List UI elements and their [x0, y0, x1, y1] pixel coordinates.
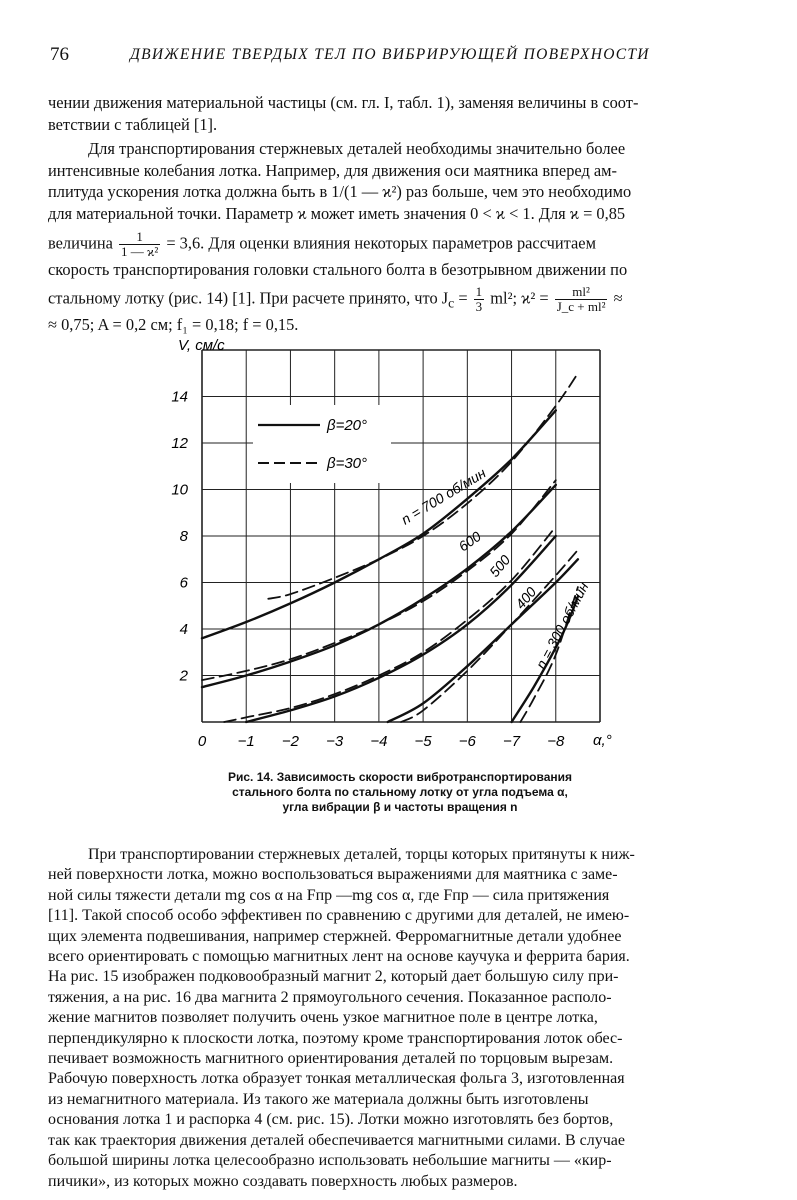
fraction — [555, 285, 608, 314]
page-number: 76 — [50, 44, 69, 65]
fraction-numerator: 1 — [475, 283, 483, 299]
text-line: ≈ 0,75; A = 0,2 см; f₁ = 0,18; f = 0,15. — [48, 314, 299, 334]
fraction — [474, 285, 485, 314]
text-line: ветствии с таблицей [1]. — [48, 114, 218, 134]
velocity-chart — [150, 330, 640, 760]
text-line — [48, 230, 752, 259]
text-fragment: ≈ — [613, 287, 623, 307]
fraction-numerator: 1 — [119, 230, 160, 245]
text-line: плитуда ускорения лотка должна быть в 1/(1 — ϰ²) раз больше, чем это необходимо — [48, 182, 632, 201]
text-line: тяжения, а на рис. 16 два магнита 2 прямоугольного сечения. Показанное располо- — [48, 988, 612, 1006]
x-tick-label: −7 — [503, 733, 521, 750]
caption-line: Рис. 14. Зависимость скорости вибротранспортирования — [227, 770, 572, 784]
legend-background — [253, 405, 391, 483]
fraction-denominator: 1 — ϰ² — [121, 244, 159, 259]
caption-line: угла вибрации β и частоты вращения n — [282, 800, 518, 814]
y-axis-label: V, см/с — [178, 337, 225, 354]
text-fragment: = — [454, 287, 472, 307]
text-line: печивает возможность магнитного ориентирования деталей по торцовым вырезам. — [48, 1050, 614, 1068]
fraction-denominator: J_c + ml² — [556, 298, 606, 314]
x-tick-label: 0 — [197, 733, 207, 750]
text-fragment: величина — [48, 233, 113, 253]
paragraph-rod-parts — [48, 138, 752, 335]
y-tick-label: 2 — [179, 667, 188, 685]
figure-caption — [150, 770, 650, 815]
y-tick-label: 6 — [179, 574, 188, 592]
x-tick-label: −2 — [281, 733, 299, 750]
curve-label-300: n = 300 об/мин — [532, 579, 592, 672]
text-line: интенсивные колебания лотка. Например, для движения оси маятника вперед ам- — [48, 160, 617, 180]
text-line: щих элемента подвешивания, например стержней. Ферромагнитные детали удобнее — [48, 927, 622, 945]
curve-label-500: 500 — [486, 551, 514, 580]
text-line: [11]. Такой способ особо эффективен по сравнению с другими для деталей, не имею- — [48, 907, 630, 925]
x-tick-label: −4 — [370, 733, 388, 750]
fraction-numerator: ml² — [555, 285, 608, 300]
text-line: всего ориентировать с помощью магнитных лент на основе каучука и феррита бария. — [48, 948, 630, 966]
curve-label-400: 400 — [512, 583, 540, 612]
text-line: чении движения материальной частицы (см. гл. I, табл. 1), заменяя величины в соот- — [48, 93, 639, 112]
paragraph-magnetic-transport — [48, 845, 752, 1192]
text-line: скорость транспортирования головки стального болта в безотрывном движении по — [48, 260, 628, 279]
x-tick-label: −5 — [414, 733, 432, 750]
text-line: Для транспортирования стержневых деталей необходимы значительно более — [88, 139, 626, 158]
text-line: для материальной точки. Параметр ϰ может иметь значения 0 < ϰ < 1. Для ϰ = 0,85 — [48, 203, 626, 223]
text-line: ной силы тяжести детали mg cos α на Fпр —mg cos α, где Fпр — сила притяжения — [48, 886, 610, 904]
x-tick-label: −6 — [458, 733, 476, 750]
text-line: из немагнитного материала. Из такого же материала должны быть изготовлены — [48, 1090, 589, 1108]
text-line: основания лотка 1 и распорка 4 (см. рис. 15). Лотки можно изготовлять без бортов, — [48, 1111, 614, 1129]
y-tick-label: 8 — [179, 528, 188, 545]
curve-label-600: 600 — [455, 527, 484, 555]
text-line: так как траектория движения деталей обеспечивается магнитными силами. В случае — [48, 1131, 625, 1149]
text-line: ней поверхности лотка, можно воспользоваться выражениями для маятника с заме- — [48, 866, 618, 884]
text-fragment: = 3,6. Для оценки влияния некоторых параметров рассчитаем — [166, 233, 596, 253]
text-line: жение магнитов позволяет получить очень узкое магнитное поле в центре лотка, — [48, 1009, 598, 1027]
x-axis-label: α,° — [593, 732, 612, 749]
fraction — [119, 230, 160, 259]
text-line — [48, 285, 752, 314]
text-line: перпендикулярно к плоскости лотка, поэтому кроме транспортирования лоток обес- — [48, 1029, 623, 1047]
running-title: ДВИЖЕНИЕ ТВЕРДЫХ ТЕЛ ПО ВИБРИРУЮЩЕЙ ПОВЕРХНОСТИ — [130, 46, 650, 63]
x-tick-label: −3 — [326, 733, 344, 750]
subscript: c — [448, 295, 455, 311]
y-tick-label: 4 — [179, 621, 188, 638]
legend-label-beta30: β=30° — [327, 455, 368, 472]
page-header — [50, 44, 750, 70]
y-tick-label: 14 — [171, 388, 188, 406]
text-line: При транспортировании стержневых деталей, торцы которых притянуты к ниж- — [88, 846, 635, 863]
text-fragment: стальному лотку (рис. 14) [1]. При расчете принято, что J — [48, 287, 449, 307]
x-tick-label: −1 — [237, 733, 255, 750]
y-tick-label: 10 — [171, 481, 188, 499]
y-tick-label: 12 — [171, 435, 188, 452]
curve-label-700: n = 700 об/мин — [398, 464, 489, 528]
text-line: На рис. 15 изображен подковообразный магнит 2, который дает большую силу при- — [48, 968, 619, 986]
legend-label-beta20: β=20° — [327, 417, 368, 434]
text-line: большой ширины лотка целесообразно использовать небольшие магниты — «кир- — [48, 1152, 612, 1170]
caption-line: стального болта по стальному лотку от угла подъема α, — [232, 785, 568, 799]
fraction-denominator: 3 — [475, 298, 483, 314]
text-line: пичики», из которых можно создавать поверхность любых размеров. — [48, 1172, 518, 1190]
text-fragment: ml²; ϰ² = — [490, 287, 553, 307]
text-line: Рабочую поверхность лотка образует тонкая металлическая фольга 3, изготовленная — [48, 1070, 625, 1088]
paragraph-continuation — [48, 92, 752, 135]
x-tick-label: −8 — [547, 733, 565, 750]
